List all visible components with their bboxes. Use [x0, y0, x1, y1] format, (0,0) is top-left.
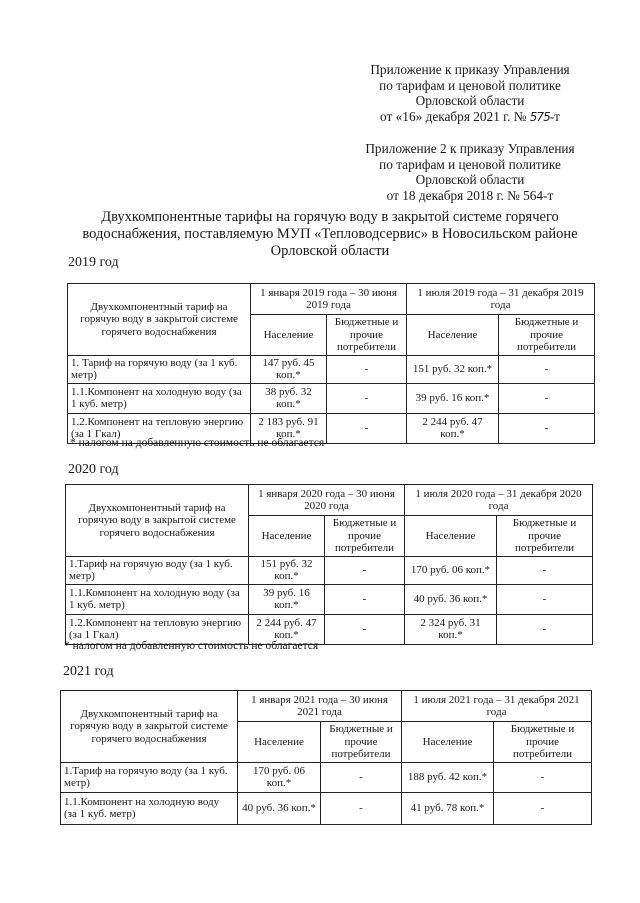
period-header: 1 января 2021 года – 30 июня 2021 года — [238, 691, 402, 722]
value-cell: - — [325, 584, 405, 614]
value-cell: 2 183 руб. 91 коп.* — [251, 413, 327, 443]
period-header: 1 июля 2019 года – 31 декабря 2019 года — [407, 284, 595, 315]
table-row — [66, 556, 593, 584]
row-name: 1.1.Компонент на холодную воду (за 1 куб. метр) — [61, 792, 238, 824]
table-head-cell: Двухкомпонентный тариф на горячую воду в закрытой системе горячего водоснабжения — [68, 284, 251, 356]
value-cell: 147 руб. 45 коп.* — [251, 355, 327, 383]
row-name: 1.2.Компонент на тепловую энергию (за 1 Гкал) — [68, 413, 251, 443]
column-header-population: Население — [402, 722, 494, 763]
column-header-population: Население — [405, 516, 497, 557]
table-row — [68, 383, 595, 413]
vat-footnote: * налогом на добавленную стоимость не облагается — [64, 640, 319, 652]
header-line: Орловской области — [415, 93, 525, 109]
row-name: 1.Тариф на горячую воду (за 1 куб. метр) — [66, 556, 249, 584]
table-row — [66, 584, 593, 614]
value-cell: - — [499, 355, 595, 383]
value-cell: 41 руб. 78 коп.* — [402, 792, 494, 824]
value-cell: 39 руб. 16 коп.* — [407, 383, 499, 413]
column-header-budget: Бюджетные и прочие потребители — [321, 722, 402, 763]
value-cell: - — [497, 556, 593, 584]
value-cell: 151 руб. 32 коп.* — [407, 355, 499, 383]
header-date-line — [350, 109, 590, 126]
column-header-population: Население — [238, 722, 321, 763]
value-cell: 151 руб. 32 коп.* — [249, 556, 325, 584]
value-cell: - — [327, 355, 407, 383]
value-cell: 40 руб. 36 коп.* — [238, 792, 321, 824]
header-line: по тарифам и ценовой политике — [379, 156, 561, 172]
value-cell: 170 руб. 06 коп.* — [238, 762, 321, 792]
value-cell: - — [321, 762, 402, 792]
period-header: 1 июля 2021 года – 31 декабря 2021 года — [402, 691, 592, 722]
row-name: 1.2.Компонент на тепловую энергию (за 1 Гкал) — [66, 614, 249, 644]
title-line: Двухкомпонентные тарифы на горячую воду в закрытой системе горячего — [101, 209, 559, 225]
table-head-cell: Двухкомпонентный тариф на горячую воду в закрытой системе горячего водоснабжения — [61, 691, 238, 763]
tariff-table-2021 — [60, 690, 592, 825]
column-header-budget: Бюджетные и прочие потребители — [327, 315, 407, 356]
header-line: Приложение к приказу Управления — [370, 62, 570, 77]
table-head-cell: Двухкомпонентный тариф на горячую воду в закрытой системе горячего водоснабжения — [66, 485, 249, 557]
column-header-budget: Бюджетные и прочие потребители — [499, 315, 595, 356]
column-header-budget: Бюджетные и прочие потребители — [325, 516, 405, 557]
tariff-table-2019 — [67, 283, 595, 444]
tariff-table-2020 — [65, 484, 593, 645]
period-header: 1 января 2020 года – 30 июня 2020 года — [249, 485, 405, 516]
column-header-population: Население — [249, 516, 325, 557]
value-cell: - — [494, 792, 592, 824]
handwritten-order-number: 575 — [529, 109, 550, 124]
value-cell: - — [327, 383, 407, 413]
value-cell: - — [327, 413, 407, 443]
value-cell: 170 руб. 06 коп.* — [405, 556, 497, 584]
period-header: 1 июля 2020 года – 31 декабря 2020 года — [405, 485, 593, 516]
appendix-header — [350, 141, 590, 203]
value-cell: 188 руб. 42 коп.* — [402, 762, 494, 792]
value-cell: - — [325, 614, 405, 644]
order-header — [350, 62, 590, 125]
row-name: 1.1.Компонент на холодную воду (за 1 куб. метр) — [66, 584, 249, 614]
header-line: от 18 декабря 2018 г. № 564-т — [386, 187, 554, 203]
year-heading: 2020 год — [68, 462, 119, 477]
value-cell: - — [325, 556, 405, 584]
table-row — [61, 762, 592, 792]
header-line: Приложение 2 к приказу Управления — [365, 141, 575, 156]
value-cell: 40 руб. 36 коп.* — [405, 584, 497, 614]
header-line: по тарифам и ценовой политике — [379, 77, 561, 93]
table-row — [61, 792, 592, 824]
table-row — [68, 355, 595, 383]
row-name: 1.1.Компонент на холодную воду (за 1 куб. метр) — [68, 383, 251, 413]
column-header-population: Население — [251, 315, 327, 356]
value-cell: 38 руб. 32 коп.* — [251, 383, 327, 413]
period-header: 1 января 2019 года – 30 июня 2019 года — [251, 284, 407, 315]
value-cell: 2 244 руб. 47 коп.* — [407, 413, 499, 443]
year-heading: 2019 год — [68, 255, 119, 270]
column-header-population: Население — [407, 315, 499, 356]
value-cell: - — [499, 383, 595, 413]
row-name: 1.Тариф на горячую воду (за 1 куб. метр) — [61, 762, 238, 792]
value-cell: 2 324 руб. 31 коп.* — [405, 614, 497, 644]
value-cell: - — [494, 762, 592, 792]
year-heading: 2021 год — [63, 664, 114, 679]
value-cell: - — [497, 584, 593, 614]
header-date: от «16» декабря 2021 г. № — [380, 108, 527, 124]
value-cell: - — [321, 792, 402, 824]
value-cell: - — [499, 413, 595, 443]
column-header-budget: Бюджетные и прочие потребители — [494, 722, 592, 763]
vat-footnote: * налогом на добавленную стоимость не облагается — [70, 437, 325, 449]
value-cell: - — [497, 614, 593, 644]
title-line: водоснабжения, поставляемую МУП «Тепловодсервис» в Новосильском районе — [82, 226, 578, 242]
column-header-budget: Бюджетные и прочие потребители — [497, 516, 593, 557]
value-cell: 39 руб. 16 коп.* — [249, 584, 325, 614]
header-suffix: -т — [549, 108, 560, 124]
header-line: Орловской области — [415, 172, 525, 188]
value-cell: 2 244 руб. 47 коп.* — [249, 614, 325, 644]
row-name: 1. Тариф на горячую воду (за 1 куб. метр) — [68, 355, 251, 383]
title-line: Орловской области — [270, 243, 390, 259]
document-title — [60, 209, 600, 260]
